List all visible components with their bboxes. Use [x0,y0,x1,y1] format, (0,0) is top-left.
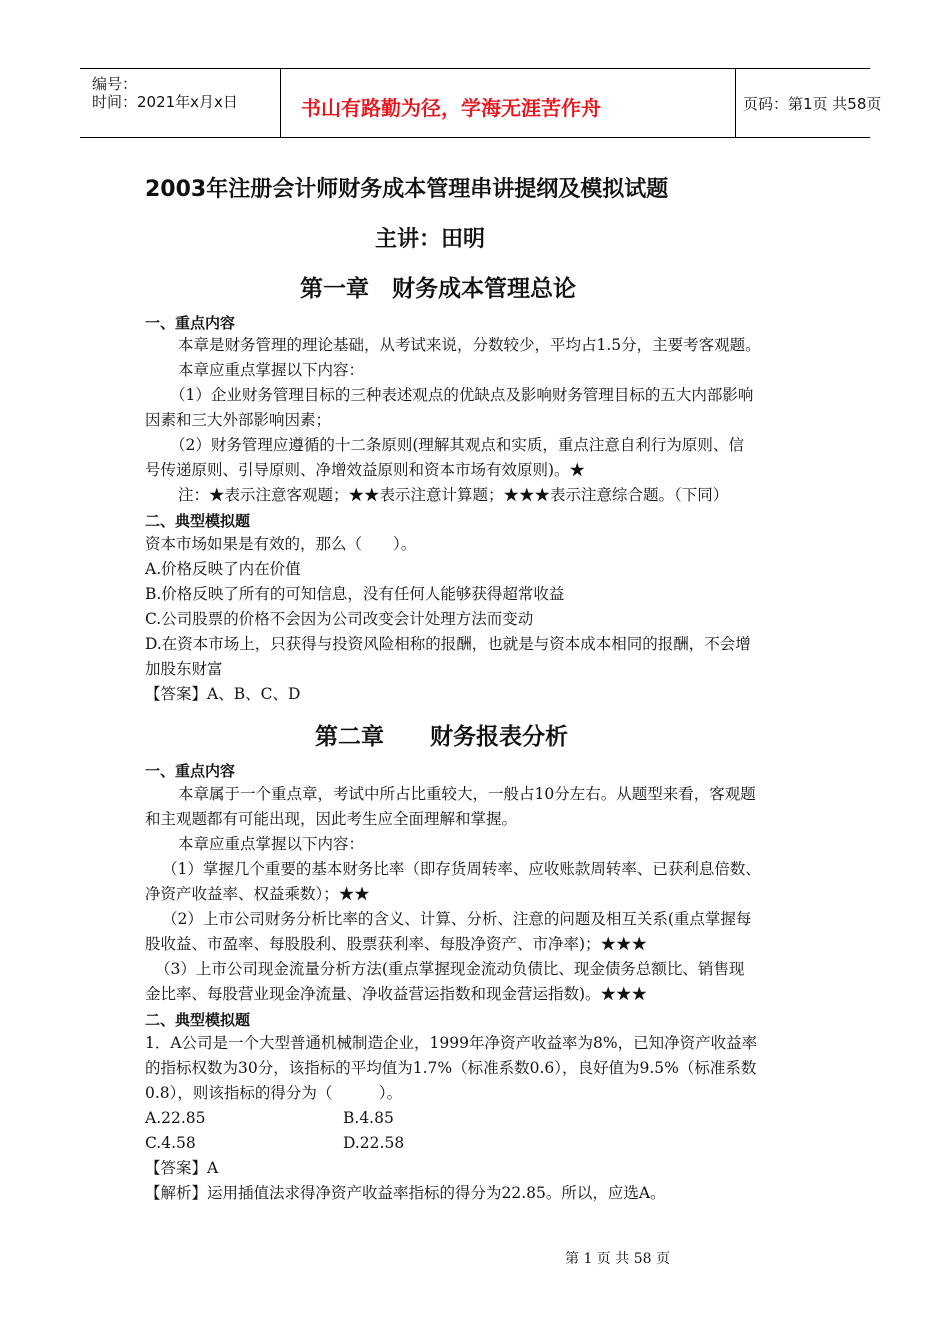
ch1-option-d-cont: 加股东财富 [145,660,223,678]
ch2-section-key-content: 一、重点内容 [145,762,236,780]
header-info-cell [80,69,280,137]
motto-text: 书山有路勤为径，学海无涯苦作舟 [301,96,601,120]
number-label: 编号： [92,75,138,93]
ch1-paragraph: 因素和三大外部影响因素； [145,411,332,429]
ch2-option-d: D.22.58 [343,1134,405,1152]
header-page-cell [735,69,882,137]
chapter-2-heading: 第二章 财务报表分析 [315,724,568,750]
ch2-option-b: B.4.85 [343,1109,394,1127]
ch2-question: 0.8），则该指标的得分为（ ）。 [145,1084,403,1102]
ch1-option-b: B.价格反映了所有的可知信息，没有任何人能够获得超常收益 [145,585,565,603]
ch2-answer: 【答案】A [145,1159,219,1177]
time-label: 时间：2021年x月x日 [92,93,238,111]
ch1-paragraph: 本章应重点掌握以下内容： [178,361,365,379]
ch2-paragraph: （3）上市公司现金流量分析方法(重点掌握现金流动负债比、现金债务总额比、销售现 [155,960,745,978]
ch2-paragraph: 本章属于一个重点章，考试中所占比重较大，一般占10分左右。从题型来看，客观题 [178,785,756,803]
ch1-section-mock-questions: 二、典型模拟题 [145,512,251,530]
ch1-option-d: D.在资本市场上，只获得与投资风险相称的报酬，也就是与资本成本相同的报酬，不会增 [145,635,751,653]
ch1-option-c: C.公司股票的价格不会因为公司改变会计处理方法而变动 [145,610,534,628]
ch2-question: 的指标权数为30分，该指标的平均值为1.7%（标准系数0.6），良好值为9.5%（标准系数 [145,1059,757,1077]
ch2-paragraph: 金比率、每股营业现金净流量、净收益营运指数和现金营运指数)。★★★ [145,985,648,1003]
ch1-paragraph: （2）财务管理应遵循的十二条原则(理解其观点和实质，重点注意自利行为原则、信 [170,436,744,454]
ch2-paragraph: 和主观题都有可能出现，因此考生应全面理解和掌握。 [145,810,518,828]
ch2-analysis: 【解析】运用插值法求得净资产收益率指标的得分为22.85。所以，应选A。 [145,1184,666,1202]
ch2-paragraph: 本章应重点掌握以下内容： [178,835,365,853]
ch2-option-c: C.4.58 [145,1134,196,1152]
ch1-option-a: A.价格反映了内在价值 [145,560,301,578]
star-note: 注：★表示注意客观题；★★表示注意计算题；★★★表示注意综合题。（下同） [178,486,729,504]
page-info: 页码：第1页 共58页 [743,95,882,113]
document-title: 2003年注册会计师财务成本管理串讲提纲及模拟试题 [145,177,669,202]
ch2-section-mock-questions: 二、典型模拟题 [145,1011,251,1029]
header-motto-cell [280,69,736,137]
ch2-paragraph: 股收益、市盈率、每股股利、股票获利率、每股净资产、市净率)；★★★ [145,935,648,953]
ch1-section-key-content: 一、重点内容 [145,314,236,332]
ch2-paragraph: 净资产收益率、权益乘数）；★★ [145,885,370,903]
ch1-paragraph: （1）企业财务管理目标的三种表述观点的优缺点及影响财务管理目标的五大内部影响 [170,386,754,404]
ch2-paragraph: （2）上市公司财务分析比率的含义、计算、分析、注意的问题及相互关系(重点掌握每 [162,910,752,928]
ch2-question: 1．A公司是一个大型普通机械制造企业，1999年净资产收益率为8%，已知净资产收益率 [145,1034,758,1052]
ch1-paragraph: 本章是财务管理的理论基础，从考试来说，分数较少，平均占1.5分，主要考客观题。 [178,336,761,354]
header-table [80,68,882,138]
ch2-option-a: A.22.85 [145,1109,206,1127]
ch1-question: 资本市场如果是有效的，那么（ ）。 [145,535,417,553]
speaker-line: 主讲：田明 [375,227,486,252]
ch2-paragraph: （1）掌握几个重要的基本财务比率（即存货周转率、应收账款周转率、已获利息倍数、 [162,860,761,878]
ch1-answer: 【答案】A、B、C、D [145,685,301,703]
page-footer: 第 1 页 共 58 页 [565,1251,670,1267]
ch1-paragraph: 号传递原则、引导原则、净增效益原则和资本市场有效原则)。★ [145,461,586,479]
chapter-1-heading: 第一章 财务成本管理总论 [300,276,576,302]
